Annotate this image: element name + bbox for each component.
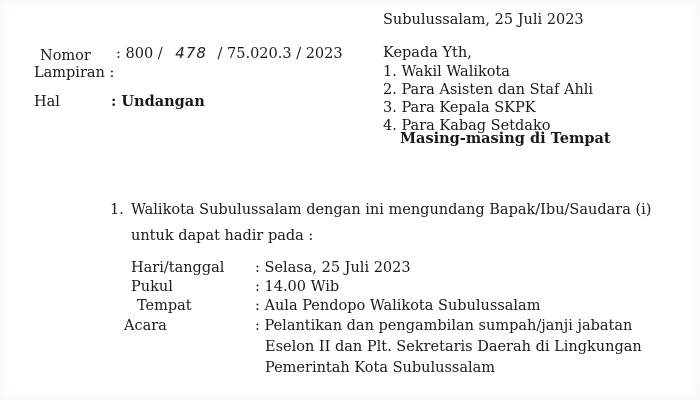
detail-label-hari: Hari/tanggal bbox=[131, 260, 225, 276]
recipient-greeting: Kepada Yth, bbox=[383, 45, 472, 61]
detail-value-acara: : Pelantikan dan pengambilan sumpah/janji jabatan bbox=[255, 318, 633, 334]
nomor-suffix: / 75.020.3 / 2023 bbox=[217, 46, 343, 62]
detail-label-tempat: Tempat bbox=[137, 298, 192, 314]
nomor-label: Nomor bbox=[40, 48, 91, 64]
detail-value-hari: : Selasa, 25 Juli 2023 bbox=[255, 260, 411, 276]
hal-label: Hal bbox=[34, 94, 60, 110]
place-date: Subulussalam, 25 Juli 2023 bbox=[383, 12, 584, 28]
acara-continuation: Eselon II dan Plt. Sekretaris Daerah di Lingkungan bbox=[265, 339, 642, 355]
recipient-item: 3. Para Kepala SKPK bbox=[383, 100, 536, 116]
body-item-number: 1. bbox=[110, 202, 124, 218]
hal-value: : Undangan bbox=[111, 93, 205, 110]
recipient-location: Masing-masing di Tempat bbox=[400, 130, 611, 147]
recipient-item: 4. Para Kabag Setdako bbox=[383, 118, 551, 134]
nomor-prefix: : 800 / bbox=[116, 46, 163, 62]
body-line-2: untuk dapat hadir pada : bbox=[131, 228, 314, 244]
detail-value-tempat: : Aula Pendopo Walikota Subulussalam bbox=[255, 298, 541, 314]
nomor-handwritten: 478 bbox=[175, 44, 207, 62]
detail-value-pukul: : 14.00 Wib bbox=[255, 279, 340, 295]
recipient-item: 1. Wakil Walikota bbox=[383, 64, 510, 80]
nomor-value bbox=[116, 46, 343, 62]
lampiran-label: Lampiran : bbox=[34, 65, 115, 81]
body-line-1: Walikota Subulussalam dengan ini mengundang Bapak/Ibu/Saudara (i) bbox=[131, 202, 652, 218]
detail-label-acara: Acara bbox=[124, 318, 167, 334]
recipient-item: 2. Para Asisten dan Staf Ahli bbox=[383, 82, 594, 98]
detail-label-pukul: Pukul bbox=[131, 279, 173, 295]
acara-continuation: Pemerintah Kota Subulussalam bbox=[265, 360, 496, 376]
